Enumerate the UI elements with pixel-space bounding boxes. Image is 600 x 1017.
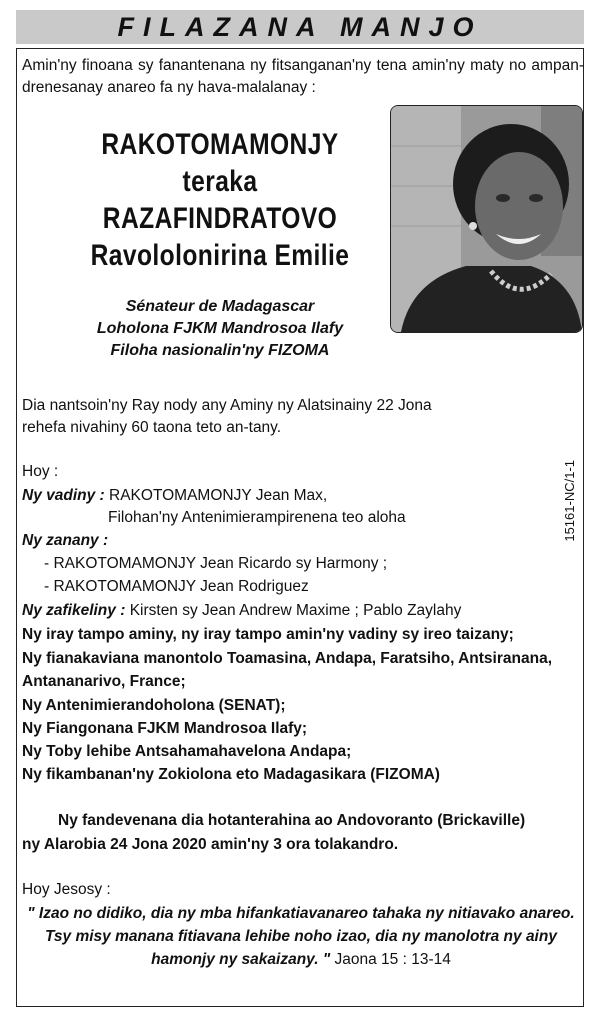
portrait-image	[391, 106, 582, 332]
senate-line: Ny Antenimierandoholona (SENAT);	[22, 697, 286, 714]
quote-line-end: hamonjy ny sakaizany. "	[151, 951, 331, 968]
quote-line-last	[18, 948, 584, 971]
deceased-surname: RAKOTOMAMONJY	[101, 128, 339, 161]
funeral-line-2: ny Alarobia 24 Jona 2020 amin'ny 3 ora tolakandro.	[22, 836, 399, 853]
quote-line: " Izao no didiko, dia ny mba hifankatiavanareo tahaka ny nitiavako anareo.	[27, 905, 575, 922]
grandchildren-line	[22, 600, 461, 622]
portrait-photo	[390, 105, 583, 333]
family-line: Ny fianakaviana manontolo Toamasina, Andapa, Faratsiho, Antsiranana,	[22, 650, 552, 667]
deceased-born-label: teraka	[182, 165, 258, 198]
bible-quote	[18, 902, 584, 971]
title-line: Sénateur de Madagascar	[125, 298, 315, 315]
child-line: - RAKOTOMAMONJY Jean Rodriguez	[44, 578, 309, 595]
grandchildren-names: Kirsten sy Jean Andrew Maxime ; Pablo Zaylahy	[129, 602, 462, 619]
death-line-2: rehefa nivahiny 60 taona teto an-tany.	[22, 419, 282, 436]
title-line: Filoha nasionalin'ny FIZOMA	[110, 342, 330, 359]
quote-line: Tsy misy manana fitiavana lehibe noho izao, dia ny manolotra ny ainy	[45, 928, 557, 945]
quote-source: Jaona 15 : 13-14	[334, 951, 451, 968]
header-title: FILAZANA MANJO	[117, 11, 483, 42]
funeral-line-1: Ny fandevenana dia hotanterahina ao Andovoranto (Brickaville)	[58, 812, 526, 829]
verse-intro: Hoy Jesosy :	[22, 881, 111, 898]
reference-code: 15161-NC/1-1	[562, 460, 577, 542]
header-banner	[16, 10, 584, 44]
siblings-line: Ny iray tampo aminy, ny iray tampo amin'ny vadiny sy ireo taizany;	[22, 626, 514, 643]
hoy-label: Hoy :	[22, 463, 59, 480]
intro-text: Amin'ny finoana sy fanantenana ny fitsanganan'ny tena amin'ny maty no ampan-drenesanay anareo fa ny hava-malalanay :	[22, 57, 584, 96]
church-line: Ny Fiangonana FJKM Mandrosoa Ilafy;	[22, 720, 308, 737]
title-line: Loholona FJKM Mandrosoa Ilafy	[96, 320, 344, 337]
family-line-2: Antananarivo, France;	[22, 673, 186, 690]
death-line-1: Dia nantsoin'ny Ray nody any Aminy ny Alatsinainy 22 Jona	[22, 397, 432, 414]
fizoma-line: Ny fikambanan'ny Zokiolona eto Madagasikara (FIZOMA)	[22, 766, 440, 783]
deceased-titles	[40, 296, 400, 362]
deceased-given-names: Ravololonirina Emilie	[90, 239, 350, 272]
spouse-title: Filohan'ny Antenimierampirenena teo aloha	[108, 509, 406, 526]
deceased-maiden-name: RAZAFINDRATOVO	[102, 202, 338, 235]
children-label: Ny zanany :	[22, 532, 109, 549]
child-line: - RAKOTOMAMONJY Jean Ricardo sy Harmony ;	[44, 555, 388, 572]
spouse-name: RAKOTOMAMONJY Jean Max,	[109, 487, 328, 504]
spouse-line	[22, 485, 327, 507]
toby-line: Ny Toby lehibe Antsahamahavelona Andapa;	[22, 743, 352, 760]
deceased-name-block	[40, 126, 400, 274]
grandchildren-label: Ny zafikeliny :	[22, 602, 126, 619]
spouse-label: Ny vadiny :	[22, 487, 105, 504]
